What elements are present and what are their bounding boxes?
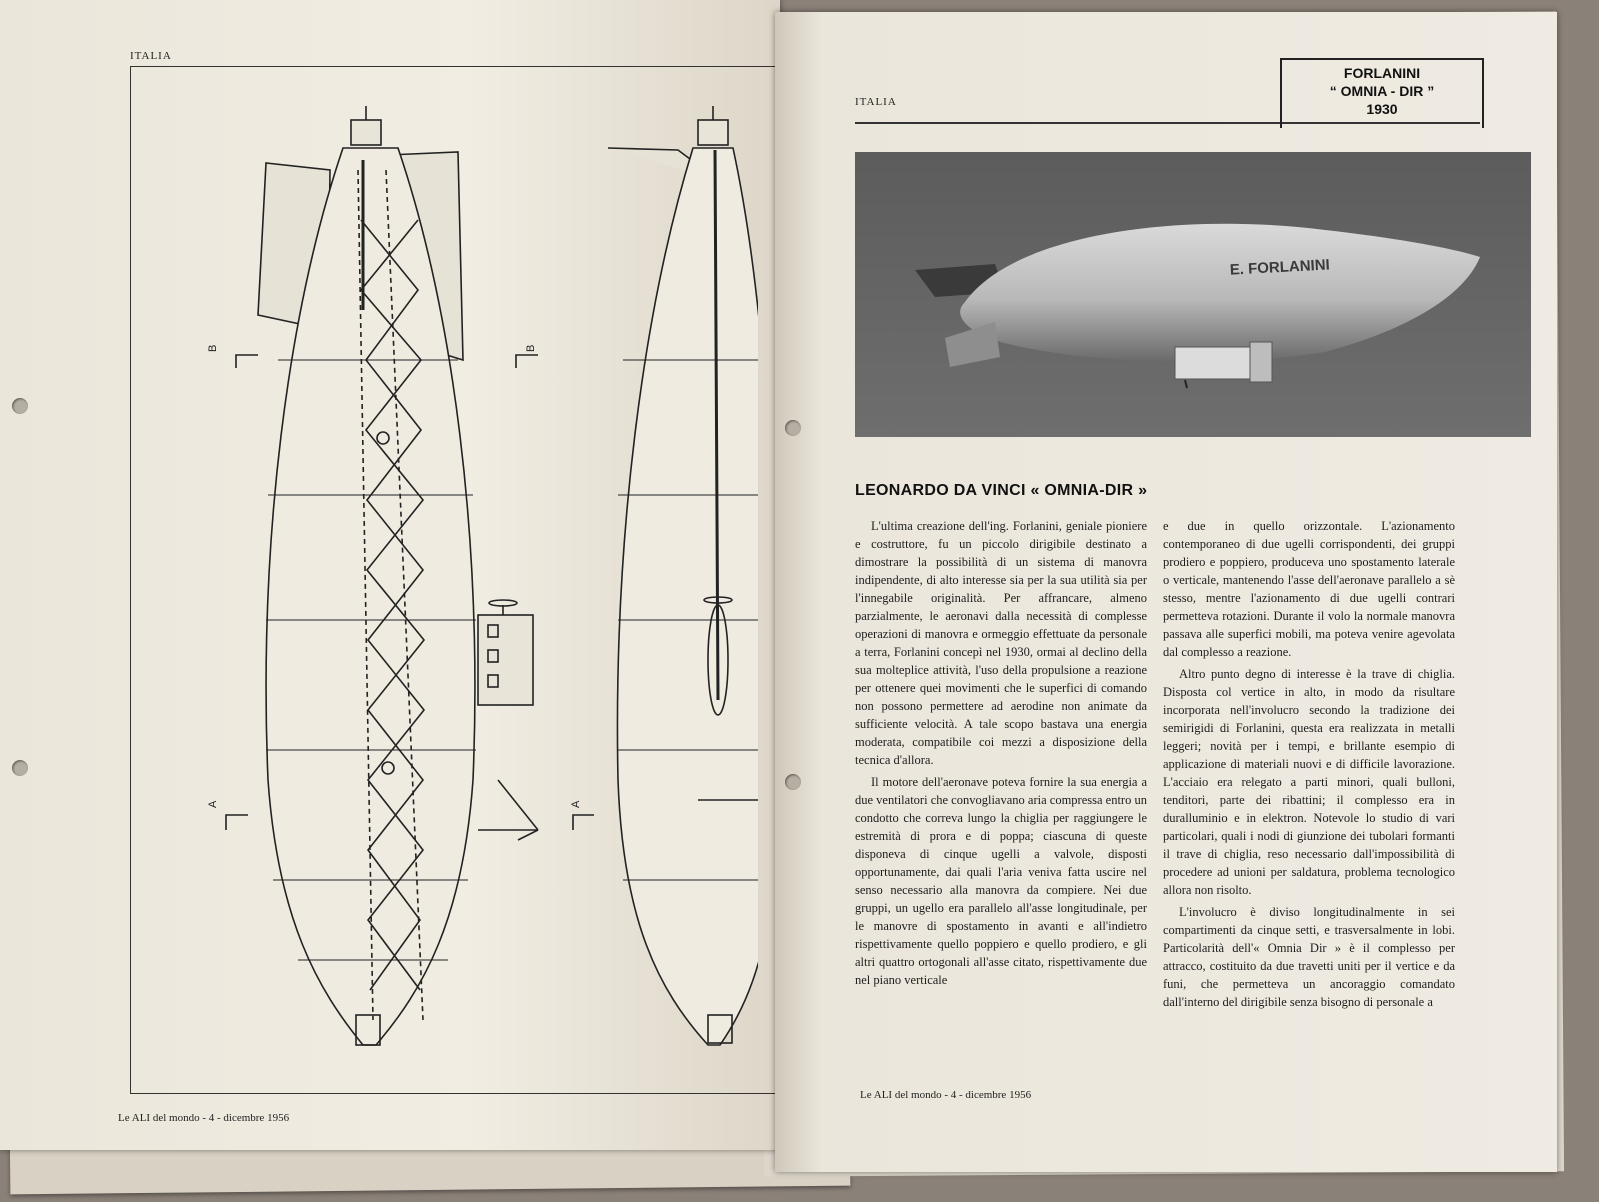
paragraph: Il motore dell'aeronave poteva fornire la sua energia a due ventilatori che convogliavano aria compressa entro un condotto che correva lungo la chiglia per raggiungere le estremità di prora e di poppa; ciascuna di queste disponeva di cinque ugelli a valvole, disposti opportunamente, dai quali l'aria veniva fatta uscire nel senso necessario alla manovra da compiere. Nei due gruppi, un ugello era parallelo all'asse longitudinale, per le manovre di spostamento in avanti e all'indietro rispettivamente quello poppiero e quello prodiero, e gli altri quattro ortogonali all'asse citato, rispettivamente due nel piano verticale — [855, 775, 1147, 987]
running-head: ITALIA — [130, 50, 172, 62]
left-page — [0, 0, 780, 1150]
binder-hole — [12, 398, 28, 414]
hull-lettering: E. FORLANINI — [1229, 256, 1331, 279]
paragraph: L'involucro è diviso longitudinalmente in sei compartimenti da cinque setti, e trasversalmente in lobi. Particolarità dell'« Omnia Dir » è il complesso per attracco, costituito da due travetti uniti per il vertice e da funi, che permetteva un ancoraggio comandato dall'interno del dirigibile senza bisogno di personale a — [1163, 905, 1455, 1009]
binder-hole — [12, 760, 28, 776]
binder-hole — [785, 420, 801, 436]
airship-blueprint — [118, 60, 758, 1090]
text-column-2 — [1163, 517, 1455, 1015]
title-box — [1280, 58, 1484, 128]
right-page — [775, 12, 1557, 1172]
airship-photo — [855, 152, 1531, 437]
page-folio: Le ALI del mondo - 4 - dicembre 1956 — [118, 1112, 290, 1124]
text-column-1 — [855, 517, 1147, 993]
binder-hole — [785, 774, 801, 790]
page-folio: Le ALI del mondo - 4 - dicembre 1956 — [860, 1089, 1032, 1101]
paragraph: Altro punto degno di interesse è la trave di chiglia. Disposta col vertice in alto, in modo da risultare incorporata nell'involucro secondo la tradizione dei semirigidi di Forlanini, questa era realizzata in metalli leggeri; novità per i tempi, e brillante esempio di applicazione di materiali nuovi e di difficile lavorazione. L'acciaio era relegato a parti minori, quali bulloni, tenditori, parte dei ribattini; il complesso era in duralluminio e in elektron. Notevole lo studio di vari particolari, quali i nodi di giunzione dei tubolari formanti il trave di chiglia, reso necessario dall'impossibilità di procedere ad unioni per saldatura, problema tecnologico allora non risolto. — [1163, 667, 1455, 897]
section-label-b: B — [525, 344, 537, 352]
article-title: LEONARDO DA VINCI « OMNIA-DIR » — [855, 482, 1148, 499]
running-head: ITALIA — [855, 96, 897, 108]
title-box-line3: 1930 — [1366, 101, 1398, 117]
section-label-a: A — [207, 800, 219, 808]
title-box-line1: FORLANINI — [1343, 65, 1421, 81]
paragraph: L'ultima creazione dell'ing. Forlanini, geniale pioniere e costruttore, fu un piccolo dirigibile destinato a dimostrare la possibilità di un sistema di manovra indipendente, di alto interesse sia per la sua utilità sia per l'innegabile originalità. Per affrancare, almeno parzialmente, le aeronavi dalla necessità di complesse operazioni di manovra e ormeggio effettuate da personale a terra, Forlanini concepì nel 1930, ormai al declino della sua molteplice attività, l'uso della propulsione a reazione per ottenere quei movimenti che le superfici di comando non possono permettere ad aerodine non animate da sufficiente velocità. A tale scopo bastava una energia moderata, compatibile coi mezzi a disposizione della tecnica d'allora. — [855, 519, 1147, 767]
section-label-a: A — [570, 800, 582, 808]
section-label-b: B — [207, 344, 219, 352]
title-box-line2: “ OMNIA - DIR ” — [1329, 83, 1435, 99]
paragraph: e due in quello orizzontale. L'azionamento contemporaneo di due ugelli corrispondenti, dei gruppi prodiero e poppiero, produceva uno spostamento laterale o verticale, mantenendo l'asse dell'aeronave parallelo a sè stesso, mentre l'azionamento di due ugelli contrari permetteva rotazioni. Durante il volo la normale manovra passava alle superfici mobili, ma poteva venire agevolata dal complesso a reazione. — [1163, 519, 1455, 659]
